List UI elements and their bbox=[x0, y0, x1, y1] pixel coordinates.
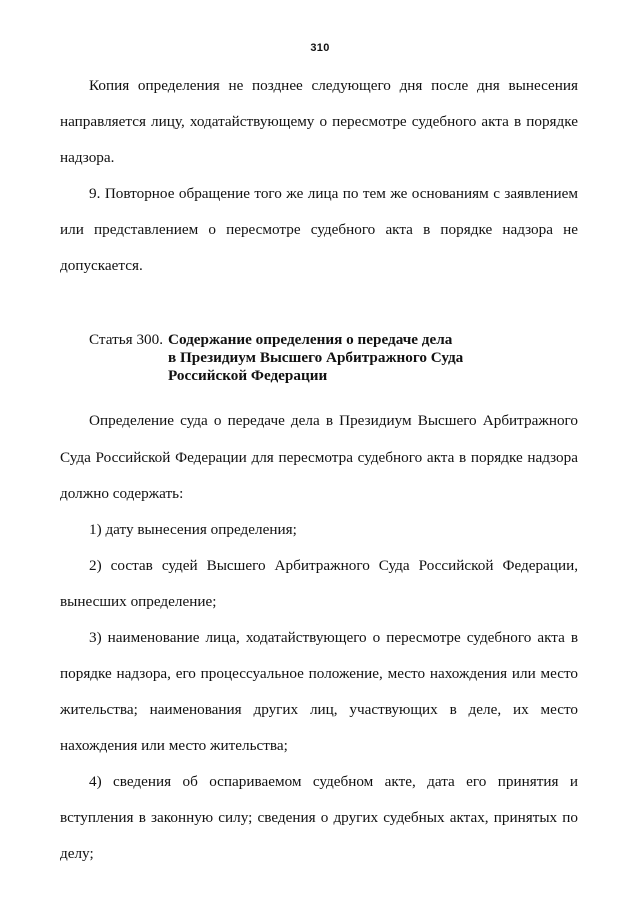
text-line: надзора. bbox=[60, 149, 115, 166]
text-line: жительства; наименования других лиц, участвующих в деле, их место bbox=[60, 701, 578, 718]
text-line: 2) состав судей Высшего Арбитражного Суда Российской Федерации, bbox=[89, 557, 578, 574]
article-label: Статья 300. bbox=[89, 331, 164, 348]
text-line: вступления в законную силу; сведения о других судебных актах, принятых по bbox=[60, 809, 578, 826]
text-line: вынесших определение; bbox=[60, 593, 217, 610]
text-line: 9. Повторное обращение того же лица по тем же основаниям с заявлением bbox=[89, 185, 578, 202]
text-line: направляется лицу, ходатайствующему о пересмотре судебного акта в порядке bbox=[60, 113, 578, 130]
text-line: или представлением о пересмотре судебного акта в порядке надзора не bbox=[60, 221, 578, 238]
text-line: 4) сведения об оспариваемом судебном акте, дата его принятия и bbox=[89, 773, 578, 790]
text-line: должно содержать: bbox=[60, 485, 184, 502]
text-line: 3) наименование лица, ходатайствующего о пересмотре судебного акта в bbox=[89, 629, 578, 646]
text-line: Суда Российской Федерации для пересмотра судебного акта в порядке надзора bbox=[60, 449, 578, 466]
text-line: 1) дату вынесения определения; bbox=[89, 521, 297, 538]
text-line: делу; bbox=[60, 845, 94, 862]
text-line: Определение суда о передаче дела в Президиум Высшего Арбитражного bbox=[89, 412, 578, 429]
page-number: 310 bbox=[310, 42, 330, 54]
article-title-line: Российской Федерации bbox=[168, 367, 328, 384]
article-title-line: Содержание определения о передаче дела bbox=[168, 331, 453, 348]
text-line: порядке надзора, его процессуальное положение, место нахождения или место bbox=[60, 665, 578, 682]
text-line: допускается. bbox=[60, 257, 143, 274]
text-line: нахождения или место жительства; bbox=[60, 737, 288, 754]
article-title-line: в Президиум Высшего Арбитражного Суда bbox=[168, 349, 464, 366]
text-line: Копия определения не позднее следующего дня после дня вынесения bbox=[89, 77, 578, 94]
